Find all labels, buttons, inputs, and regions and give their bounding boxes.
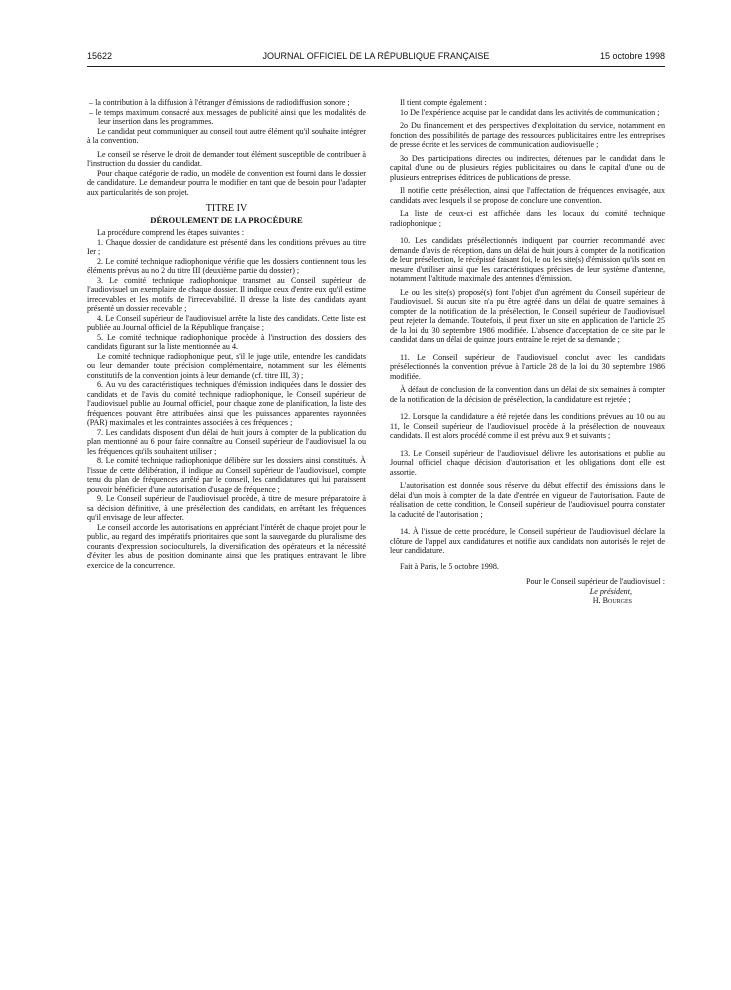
- paragraph: 3. Le comité technique radiophonique transmet au Conseil supérieur de l'audiovisuel un exemplaire de chaque dossier. Il indique ceux d'entre eux qu'il estime irrecevables et les motifs de l'irrecevabilité. Il dresse la liste des candidats ayant présenté un dossier recevable ;: [87, 275, 366, 313]
- paragraph: Le candidat peut communiquer au conseil tout autre élément qu'il souhaite intégrer à la convention.: [87, 126, 366, 145]
- paragraph: 12. Lorsque la candidature a été rejetée dans les conditions prévues au 10 ou au 11, le Conseil supérieur de l'audiovisuel procède à la présélection de nouveaux candidats. Il est alors procédé comme il est prévu aux 9 et suivants ;: [390, 412, 665, 440]
- paragraph: Le ou les site(s) proposé(s) font l'objet d'un agrément du Conseil supérieur de l'audiovisuel. Si aucun site n'a pu être agréé dans un délai de quatre semaines à compter de la notification de la présélection, le Conseil supérieur de l'audiovisuel peut rejeter la demande. Toutefois, il peut fixer un site en application de l'article 25 de la loi du 30 septembre 1986 modifiée. L'absence d'acceptation de ce site par le candidat dans un délai de quinze jours entraîne le rejet de sa demande ;: [390, 287, 665, 344]
- paragraph: La liste de ceux-ci est affichée dans les locaux du comité technique radiophonique ;: [390, 209, 665, 228]
- paragraph: 14. À l'issue de cette procédure, le Conseil supérieur de l'audiovisuel déclare la clôture de l'appel aux candidatures et notifie aux candidats non autorisés le rejet de leur candidature.: [390, 527, 665, 555]
- paragraph: 5. Le comité technique radiophonique procède à l'instruction des dossiers des candidats figurant sur la liste mentionnée au 4.: [87, 332, 366, 351]
- paragraph: Le conseil se réserve le droit de demander tout élément susceptible de contribuer à l'instruction du dossier du candidat.: [87, 149, 366, 168]
- section-title: TITRE IV: [205, 203, 248, 214]
- page-number: 15622: [87, 51, 113, 61]
- paragraph: – le temps maximum consacré aux messages de publicité ainsi que les modalités de leur insertion dans les programmes.: [89, 107, 366, 126]
- paragraph: 2o Du financement et des perspectives d'exploitation du service, notamment en fonction des possibilités de partage des ressources publicitaires entre les entreprises de presse écrite et les services de communication audiovisuelle ;: [390, 121, 665, 149]
- paragraph: 10. Les candidats présélectionnés indiquent par courrier recommandé avec demande d'avis de réception, dans un délai de huit jours à compter de la notification de leur présélection, le récépissé faisant foi, le ou les site(s) d'émission qu'ils sont en mesure d'utiliser ainsi que les caractéristiques précises de leur système d'antenne, notamment l'altitude maximale des antennes d'émission.: [390, 236, 665, 283]
- publication-date: 15 octobre 1998: [599, 51, 665, 61]
- page-header: [87, 51, 665, 65]
- paragraph: 3o Des participations directes ou indirectes, détenues par le candidat dans le capital d'une ou de plusieurs régies publicitaires ou dans le capital d'une ou de plusieurs entreprises éditrices de publications de presse.: [390, 153, 665, 182]
- paragraph: 7. Les candidats disposent d'un délai de huit jours à compter de la publication du plan mentionné au 6 pour faire connaître au Conseil supérieur de l'audiovisuel la ou les fréquences qu'ils souhaitent utiliser ;: [87, 427, 366, 456]
- paragraph: Il tient compte également :: [400, 98, 487, 107]
- journal-title: JOURNAL OFFICIEL DE LA RÉPUBLIQUE FRANÇAISE: [262, 51, 490, 61]
- paragraph: Le conseil accorde les autorisations en appréciant l'intérêt de chaque projet pour le public, au regard des impératifs prioritaires que sont la sauvegarde du pluralisme des courants d'expression socioculturels, la diversification des opérateurs et la nécessité d'éviter les abus de position dominante ainsi que les pratiques entravant le libre exercice de la concurrence.: [87, 522, 366, 570]
- paragraph: À défaut de conclusion de la convention dans un délai de six semaines à compter de la notification de la décision de présélection, la candidature est rejetée ;: [390, 385, 665, 404]
- header-rule: [87, 66, 665, 67]
- paragraph: 9. Le Conseil supérieur de l'audiovisuel procède, à titre de mesure préparatoire à sa décision définitive, à une présélection des candidats, en arrêtant les fréquences qu'il envisage de leur affecter.: [87, 494, 366, 522]
- paragraph: 13. Le Conseil supérieur de l'audiovisuel délivre les autorisations et publie au Journal officiel chaque décision d'autorisation et les obligations dont elle est assortie.: [390, 448, 665, 477]
- paragraph: 4. Le Conseil supérieur de l'audiovisuel arrête la liste des candidats. Cette liste est publiée au Journal officiel de la République française ;: [87, 313, 366, 332]
- section-subtitle: DÉROULEMENT DE LA PROCÉDURE: [150, 215, 303, 225]
- paragraph: 11. Le Conseil supérieur de l'audiovisuel conclut avec les candidats présélectionnés la convention prévue à l'article 28 de la loi du 30 septembre 1986 modifiée.: [390, 352, 665, 381]
- left-column: [87, 98, 366, 570]
- paragraph: 2. Le comité technique radiophonique vérifie que les dossiers contiennent tous les éléments prévus au no 2 du titre III (deuxième partie du dossier) ;: [87, 256, 366, 275]
- paragraph: Le comité technique radiophonique peut, s'il le juge utile, entendre les candidats ou leur demander toute précision complémentaire, notamment sur les éléments constitutifs de la convention joints à leur demande (cf. titre III, 3) ;: [87, 351, 366, 380]
- paragraph: – la contribution à la diffusion à l'étranger d'émissions de radiodiffusion sonore ;: [89, 98, 350, 107]
- paragraph: La procédure comprend les étapes suivantes :: [97, 228, 244, 237]
- paragraph: 1. Chaque dossier de candidature est présenté dans les conditions prévues au titre Ier ;: [87, 237, 366, 256]
- paragraph: Pour chaque catégorie de radio, un modèle de convention est fourni dans le dossier de candidature. Le demandeur pourra le modifier en tant que de besoin pour l'adapter aux particularités de son projet.: [87, 168, 366, 197]
- paragraph: L'autorisation est donnée sous réserve du début effectif des émissions dans le délai d'un mois à compter de la date d'entrée en vigueur de l'autorisation. Faute de réalisation de cette condition, le Conseil supérieur de l'audiovisuel pourra constater la caducité de l'autorisation ;: [390, 481, 665, 519]
- signature-title: Le président,: [589, 586, 632, 596]
- signature-authority: Pour le Conseil supérieur de l'audiovisuel :: [525, 577, 665, 586]
- signature-name: H. Bourges: [592, 596, 632, 605]
- paragraph: 8. Le comité technique radiophonique délibère sur les dossiers ainsi constitués. À l'issue de cette délibération, il indique au Conseil supérieur de l'audiovisuel, compte tenu du plan de fréquences arrêté par le conseil, les candidatures qui lui paraissent pouvoir bénéficier d'une autorisation d'usage de fréquence ;: [87, 456, 366, 494]
- date-line: Fait à Paris, le 5 octobre 1998.: [400, 561, 499, 571]
- paragraph: 1o De l'expérience acquise par le candidat dans les activités de communication ;: [400, 107, 660, 117]
- paragraph: 6. Au vu des caractéristiques techniques d'émission indiquées dans le dossier des candidats et de l'avis du comité technique radiophonique, le Conseil supérieur de l'audiovisuel publie au Journal officiel, pour chaque zone de planification, la liste des fréquences pouvant être attribuées ainsi que les puissances apparentes rayonnées (PAR) maximales et les contraintes associées à ces fréquences ;: [87, 380, 366, 427]
- right-column: [390, 98, 665, 606]
- paragraph: Il notifie cette présélection, ainsi que l'affectation de fréquences envisagée, aux candidats avec lesquels il se propose de conclure une convention.: [390, 186, 665, 205]
